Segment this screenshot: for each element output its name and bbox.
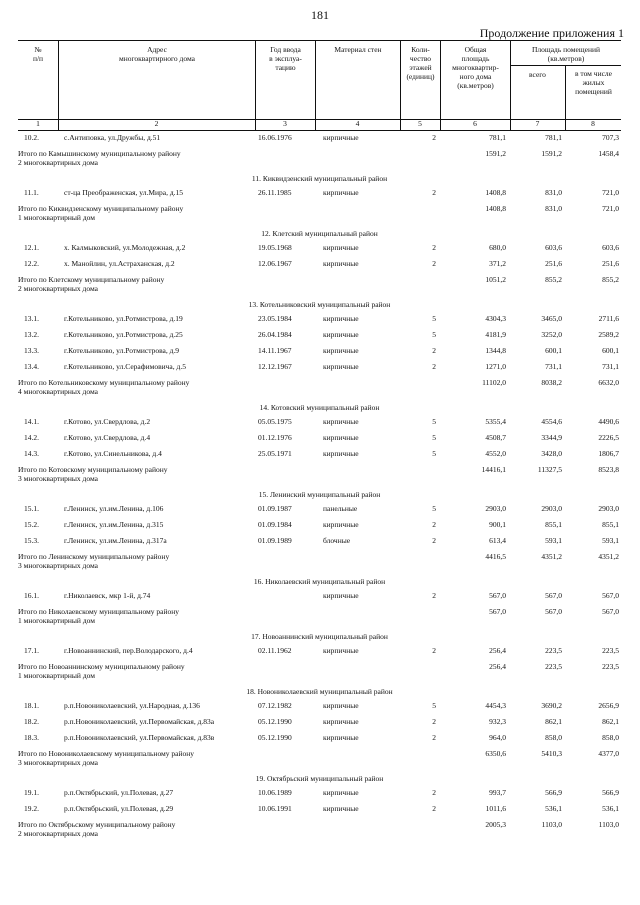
table-row xyxy=(18,534,621,550)
row-residential: 858,0 xyxy=(602,733,619,742)
row-total-area: 567,0 xyxy=(489,591,506,600)
total-row xyxy=(18,660,621,685)
total-label: Итого по Новониколаевскому муниципальному району 3 многоквартирных дома xyxy=(18,749,195,767)
row-floors: 5 xyxy=(432,417,436,426)
row-number: 13.1. xyxy=(24,314,39,323)
total-row xyxy=(18,605,621,630)
row-year: 26.11.1985 xyxy=(258,188,292,197)
row-floors: 2 xyxy=(432,520,436,529)
total-area: 256,4 xyxy=(489,662,506,671)
total-residential: 4351,2 xyxy=(598,552,619,561)
row-number: 14.3. xyxy=(24,449,39,458)
table-row xyxy=(18,786,621,802)
row-address: г.Ленинск, ул.им.Ленина, д.315 xyxy=(64,520,164,529)
row-residential: 536,1 xyxy=(602,804,619,813)
row-number: 13.3. xyxy=(24,346,39,355)
header-premises-area: Площадь помещений (кв.метров) xyxy=(510,41,621,119)
column-numbers xyxy=(18,118,621,131)
row-address: г.Новоаннинский, пер.Володарского, д.4 xyxy=(64,646,193,655)
section-header xyxy=(18,298,621,312)
total-residential: 1103,0 xyxy=(598,820,619,829)
section-title: 12. Клетский муниципальный район xyxy=(261,229,378,238)
header-all: всего xyxy=(529,70,546,79)
row-number: 11.1. xyxy=(24,188,39,197)
row-year: 12.06.1967 xyxy=(258,259,292,268)
row-number: 10.2. xyxy=(24,133,39,142)
row-residential: 603,6 xyxy=(602,243,619,252)
row-number: 19.2. xyxy=(24,804,39,813)
row-year: 05.12.1990 xyxy=(258,717,292,726)
row-floors: 5 xyxy=(432,504,436,513)
total-row xyxy=(18,376,621,401)
table-row xyxy=(18,186,621,202)
row-material: кирпичные xyxy=(323,591,359,600)
total-residential: 4377,0 xyxy=(598,749,619,758)
table-row xyxy=(18,802,621,818)
row-residential: 862,1 xyxy=(602,717,619,726)
row-floors: 2 xyxy=(432,243,436,252)
row-address: р.п.Новониколаевский, ул.Первомайская, д.83в xyxy=(64,733,215,742)
row-total-area: 2903,0 xyxy=(485,504,506,513)
row-total-area: 1408,8 xyxy=(485,188,506,197)
col-num: 7 xyxy=(535,119,540,128)
row-floors: 2 xyxy=(432,646,436,655)
row-year: 12.12.1967 xyxy=(258,362,292,371)
row-address: г.Ленинск, ул.им.Ленина, д.106 xyxy=(64,504,164,513)
row-material: кирпичные xyxy=(323,330,359,339)
row-total-area: 4304,3 xyxy=(485,314,506,323)
table-header xyxy=(18,40,621,120)
row-address: г.Николаевск, мкр 1-й, д.74 xyxy=(64,591,151,600)
table-row xyxy=(18,589,621,605)
row-residential: 4490,6 xyxy=(598,417,619,426)
total-label: Итого по Котовскому муниципальному району 3 многоквартирных дома xyxy=(18,465,168,483)
section-header xyxy=(18,685,621,699)
row-material: кирпичные xyxy=(323,804,359,813)
table-row xyxy=(18,447,621,463)
col-num: 6 xyxy=(473,119,477,128)
row-year: 23.05.1984 xyxy=(258,314,292,323)
row-premises: 731,1 xyxy=(545,362,562,371)
total-premises: 223,5 xyxy=(545,662,562,671)
total-residential: 855,2 xyxy=(602,275,619,284)
row-premises: 3465,0 xyxy=(541,314,562,323)
row-floors: 5 xyxy=(432,314,436,323)
table-row xyxy=(18,328,621,344)
table-row xyxy=(18,415,621,431)
total-residential: 223,5 xyxy=(602,662,619,671)
total-label: Итого по Киквидзенскому муниципальному району 1 многоквартирный дом xyxy=(18,204,184,222)
row-material: кирпичные xyxy=(323,433,359,442)
row-residential: 223,5 xyxy=(602,646,619,655)
row-premises: 781,1 xyxy=(545,133,562,142)
total-area: 1051,2 xyxy=(485,275,506,284)
total-premises: 4351,2 xyxy=(541,552,562,561)
row-floors: 2 xyxy=(432,346,436,355)
row-premises: 536,1 xyxy=(545,804,562,813)
row-premises: 2903,0 xyxy=(541,504,562,513)
row-year: 10.06.1989 xyxy=(258,788,292,797)
row-floors: 5 xyxy=(432,701,436,710)
total-label: Итого по Николаевскому муниципальному району 1 многоквартирный дом xyxy=(18,607,180,625)
row-address: с.Антиповка, ул.Дружбы, д.51 xyxy=(64,133,161,142)
row-premises: 4554,6 xyxy=(541,417,562,426)
row-number: 13.4. xyxy=(24,362,39,371)
row-premises: 251,6 xyxy=(545,259,562,268)
total-area: 4416,5 xyxy=(485,552,506,561)
total-label: Итого по Октябрьскому муниципальному району 2 многоквартирных дома xyxy=(18,820,176,838)
row-address: г.Котово, ул.Синельникова, д.4 xyxy=(64,449,162,458)
total-row xyxy=(18,147,621,172)
total-row xyxy=(18,747,621,772)
row-address: г.Котово, ул.Свердлова, д.2 xyxy=(64,417,151,426)
header-total-area: Общая площадь многоквартир- ного дома (кв.метров) xyxy=(440,41,510,119)
total-label: Итого по Клетскому муниципальному району 2 многоквартирных дома xyxy=(18,275,165,293)
row-number: 14.1. xyxy=(24,417,39,426)
row-material: кирпичные xyxy=(323,362,359,371)
row-address: г.Котельниково, ул.Ротмистрова, д.9 xyxy=(64,346,180,355)
row-floors: 5 xyxy=(432,433,436,442)
row-total-area: 1271,0 xyxy=(485,362,506,371)
row-year: 01.12.1976 xyxy=(258,433,292,442)
row-floors: 2 xyxy=(432,733,436,742)
row-residential: 855,1 xyxy=(602,520,619,529)
row-material: кирпичные xyxy=(323,243,359,252)
row-year: 05.05.1975 xyxy=(258,417,292,426)
row-residential: 1806,7 xyxy=(598,449,619,458)
row-residential: 721,0 xyxy=(602,188,619,197)
row-premises: 3252,0 xyxy=(541,330,562,339)
row-floors: 5 xyxy=(432,330,436,339)
row-material: кирпичные xyxy=(323,717,359,726)
row-total-area: 964,0 xyxy=(489,733,506,742)
row-floors: 2 xyxy=(432,259,436,268)
row-address: г.Ленинск, ул.им.Ленина, д.317а xyxy=(64,536,167,545)
total-residential: 567,0 xyxy=(602,607,619,616)
row-total-area: 4552,0 xyxy=(485,449,506,458)
row-year: 01.09.1987 xyxy=(258,504,292,513)
header-residential: в том числе жилых помещений xyxy=(565,65,621,119)
row-number: 15.3. xyxy=(24,536,39,545)
row-total-area: 1344,8 xyxy=(485,346,506,355)
row-year: 14.11.1967 xyxy=(258,346,292,355)
row-total-area: 781,1 xyxy=(489,133,506,142)
row-total-area: 993,7 xyxy=(489,788,506,797)
header-material: Материал стен xyxy=(315,41,400,119)
row-material: кирпичные xyxy=(323,346,359,355)
total-residential: 6632,0 xyxy=(598,378,619,387)
row-total-area: 900,1 xyxy=(489,520,506,529)
total-row xyxy=(18,202,621,227)
row-year: 25.05.1971 xyxy=(258,449,292,458)
row-residential: 2711,6 xyxy=(598,314,619,323)
page-number: 181 xyxy=(311,8,329,22)
row-premises: 3690,2 xyxy=(541,701,562,710)
row-residential: 2226,5 xyxy=(598,433,619,442)
row-premises: 566,9 xyxy=(545,788,562,797)
row-premises: 593,1 xyxy=(545,536,562,545)
total-premises: 8038,2 xyxy=(541,378,562,387)
total-premises: 855,2 xyxy=(545,275,562,284)
row-material: кирпичные xyxy=(323,449,359,458)
total-label: Итого по Котельниковскому муниципальному району 4 многоквартирных дома xyxy=(18,378,190,396)
row-address: г.Котельниково, ул.Ротмистрова, д.19 xyxy=(64,314,183,323)
row-premises: 600,1 xyxy=(545,346,562,355)
header-number: № п/п xyxy=(32,45,44,63)
row-number: 18.3. xyxy=(24,733,39,742)
row-total-area: 1011,6 xyxy=(485,804,506,813)
row-address: г.Котельниково, ул.Серафимовича, д.5 xyxy=(64,362,186,371)
header-year: Год ввода в эксплуа- тацию xyxy=(255,41,315,119)
section-header xyxy=(18,401,621,415)
row-material: кирпичные xyxy=(323,646,359,655)
row-year: 26.04.1984 xyxy=(258,330,292,339)
total-premises: 5410,3 xyxy=(541,749,562,758)
row-residential: 2589,2 xyxy=(598,330,619,339)
row-year: 19.05.1968 xyxy=(258,243,292,252)
row-number: 13.2. xyxy=(24,330,39,339)
row-material: кирпичные xyxy=(323,520,359,529)
row-premises: 567,0 xyxy=(545,591,562,600)
total-premises: 1103,0 xyxy=(541,820,562,829)
row-premises: 862,1 xyxy=(545,717,562,726)
table-row xyxy=(18,431,621,447)
total-label: Итого по Ленинскому муниципальному району 3 многоквартирных дома xyxy=(18,552,170,570)
col-num: 1 xyxy=(36,119,40,128)
section-header xyxy=(18,630,621,644)
total-area: 6350,6 xyxy=(485,749,506,758)
row-floors: 2 xyxy=(432,804,436,813)
row-year: 01.09.1989 xyxy=(258,536,292,545)
row-premises: 3428,0 xyxy=(541,449,562,458)
col-num: 4 xyxy=(355,119,360,128)
row-total-area: 4181,9 xyxy=(485,330,506,339)
row-number: 19.1. xyxy=(24,788,39,797)
row-address: р.п.Октябрьский, ул.Полевая, д.29 xyxy=(64,804,174,813)
row-address: х. Калмыковский, ул.Молодежная, д.2 xyxy=(64,243,186,252)
table-row xyxy=(18,502,621,518)
row-floors: 2 xyxy=(432,188,436,197)
table-row xyxy=(18,731,621,747)
row-residential: 707,3 xyxy=(602,133,619,142)
total-premises: 11327,5 xyxy=(537,465,562,474)
section-title: 15. Ленинский муниципальный район xyxy=(258,490,381,499)
row-material: кирпичные xyxy=(323,314,359,323)
row-year: 10.06.1991 xyxy=(258,804,292,813)
section-header xyxy=(18,575,621,589)
col-num: 3 xyxy=(283,119,287,128)
row-floors: 2 xyxy=(432,788,436,797)
row-total-area: 932,3 xyxy=(489,717,506,726)
row-year: 16.06.1976 xyxy=(258,133,292,142)
total-premises: 831,0 xyxy=(545,204,562,213)
row-total-area: 4454,3 xyxy=(485,701,506,710)
row-premises: 3344,9 xyxy=(541,433,562,442)
total-label: Итого по Новоаннинскому муниципальному району 1 многоквартирный дом xyxy=(18,662,185,680)
row-number: 17.1. xyxy=(24,646,39,655)
row-total-area: 4508,7 xyxy=(485,433,506,442)
table-row xyxy=(18,312,621,328)
row-material: кирпичные xyxy=(323,733,359,742)
row-premises: 603,6 xyxy=(545,243,562,252)
table-row xyxy=(18,131,621,147)
row-floors: 2 xyxy=(432,717,436,726)
row-material: блочные xyxy=(323,536,351,545)
section-title: 16. Николаевский муниципальный район xyxy=(253,577,386,586)
total-label: Итого по Камышинскому муниципальному району 2 многоквартирных дома xyxy=(18,149,181,167)
total-row xyxy=(18,273,621,298)
total-area: 11102,0 xyxy=(482,378,506,387)
row-floors: 5 xyxy=(432,449,436,458)
row-year: 05.12.1990 xyxy=(258,733,292,742)
row-number: 15.1. xyxy=(24,504,39,513)
row-material: панельные xyxy=(323,504,358,513)
table-row xyxy=(18,715,621,731)
row-address: р.п.Новониколаевский, ул.Первомайская, д.83а xyxy=(64,717,215,726)
row-material: кирпичные xyxy=(323,417,359,426)
header-floors: Коли- чество этажей (единиц) xyxy=(400,41,440,119)
row-residential: 566,9 xyxy=(602,788,619,797)
header-address: Адрес многоквартирного дома xyxy=(58,41,255,119)
row-number: 18.1. xyxy=(24,701,39,710)
row-material: кирпичные xyxy=(323,188,359,197)
row-total-area: 256,4 xyxy=(489,646,506,655)
table-row xyxy=(18,257,621,273)
total-area: 567,0 xyxy=(489,607,506,616)
row-residential: 2903,0 xyxy=(598,504,619,513)
row-premises: 858,0 xyxy=(545,733,562,742)
row-residential: 2656,9 xyxy=(598,701,619,710)
total-area: 2005,3 xyxy=(485,820,506,829)
row-floors: 2 xyxy=(432,133,436,142)
section-title: 17. Новоаннинский муниципальный район xyxy=(251,632,388,641)
total-residential: 1458,4 xyxy=(598,149,619,158)
row-number: 18.2. xyxy=(24,717,39,726)
section-header xyxy=(18,227,621,241)
row-address: х. Манойлин, ул.Астраханская, д.2 xyxy=(64,259,175,268)
row-number: 15.2. xyxy=(24,520,39,529)
col-num: 8 xyxy=(591,119,595,128)
row-floors: 2 xyxy=(432,536,436,545)
table-row xyxy=(18,344,621,360)
total-residential: 721,0 xyxy=(602,204,619,213)
section-header xyxy=(18,172,621,186)
row-number: 14.2. xyxy=(24,433,39,442)
row-material: кирпичные xyxy=(323,788,359,797)
row-premises: 855,1 xyxy=(545,520,562,529)
section-title: 18. Новониколаевский муниципальный район xyxy=(246,687,393,696)
section-header xyxy=(18,772,621,786)
row-address: р.п.Новониколаевский, ул.Народная, д.136 xyxy=(64,701,200,710)
total-row xyxy=(18,463,621,488)
section-header xyxy=(18,488,621,502)
table-row xyxy=(18,360,621,376)
row-material: кирпичные xyxy=(323,701,359,710)
row-year: 01.09.1984 xyxy=(258,520,292,529)
continuation-title: Продолжение приложения 1 xyxy=(479,26,624,40)
row-total-area: 371,2 xyxy=(489,259,506,268)
total-area: 1591,2 xyxy=(485,149,506,158)
row-total-area: 5355,4 xyxy=(485,417,506,426)
total-area: 14416,1 xyxy=(481,465,506,474)
total-row xyxy=(18,550,621,575)
row-address: р.п.Октябрьский, ул.Полевая, д.27 xyxy=(64,788,174,797)
row-number: 16.1. xyxy=(24,591,39,600)
col-num: 2 xyxy=(154,119,159,128)
total-premises: 1591,2 xyxy=(541,149,562,158)
row-material: кирпичные xyxy=(323,133,359,142)
total-residential: 8523,8 xyxy=(598,465,619,474)
row-residential: 731,1 xyxy=(602,362,619,371)
row-year: 02.11.1962 xyxy=(258,646,292,655)
row-residential: 600,1 xyxy=(602,346,619,355)
section-title: 11. Киквидзенский муниципальный район xyxy=(251,174,388,183)
row-residential: 593,1 xyxy=(602,536,619,545)
row-premises: 831,0 xyxy=(545,188,562,197)
row-total-area: 613,4 xyxy=(489,536,506,545)
row-premises: 223,5 xyxy=(545,646,562,655)
row-floors: 2 xyxy=(432,591,436,600)
total-area: 1408,8 xyxy=(485,204,506,213)
col-num: 5 xyxy=(418,119,422,128)
row-address: г.Котово, ул.Свердлова, д.4 xyxy=(64,433,151,442)
section-title: 19. Октябрьский муниципальный район xyxy=(255,774,384,783)
table-row xyxy=(18,699,621,715)
row-number: 12.2. xyxy=(24,259,39,268)
total-premises: 567,0 xyxy=(545,607,562,616)
section-title: 13. Котельниковский муниципальный район xyxy=(248,300,391,309)
row-floors: 2 xyxy=(432,362,436,371)
row-address: ст-ца Преображенская, ул.Мира, д.15 xyxy=(64,188,184,197)
row-material: кирпичные xyxy=(323,259,359,268)
table-row xyxy=(18,644,621,660)
table-row xyxy=(18,241,621,257)
row-residential: 251,6 xyxy=(602,259,619,268)
row-number: 12.1. xyxy=(24,243,39,252)
table-row xyxy=(18,518,621,534)
row-residential: 567,0 xyxy=(602,591,619,600)
table-body xyxy=(18,131,621,843)
total-row xyxy=(18,818,621,843)
row-year: 07.12.1982 xyxy=(258,701,292,710)
row-total-area: 680,0 xyxy=(489,243,506,252)
row-address: г.Котельниково, ул.Ротмистрова, д.25 xyxy=(64,330,183,339)
section-title: 14. Котовский муниципальный район xyxy=(259,403,380,412)
